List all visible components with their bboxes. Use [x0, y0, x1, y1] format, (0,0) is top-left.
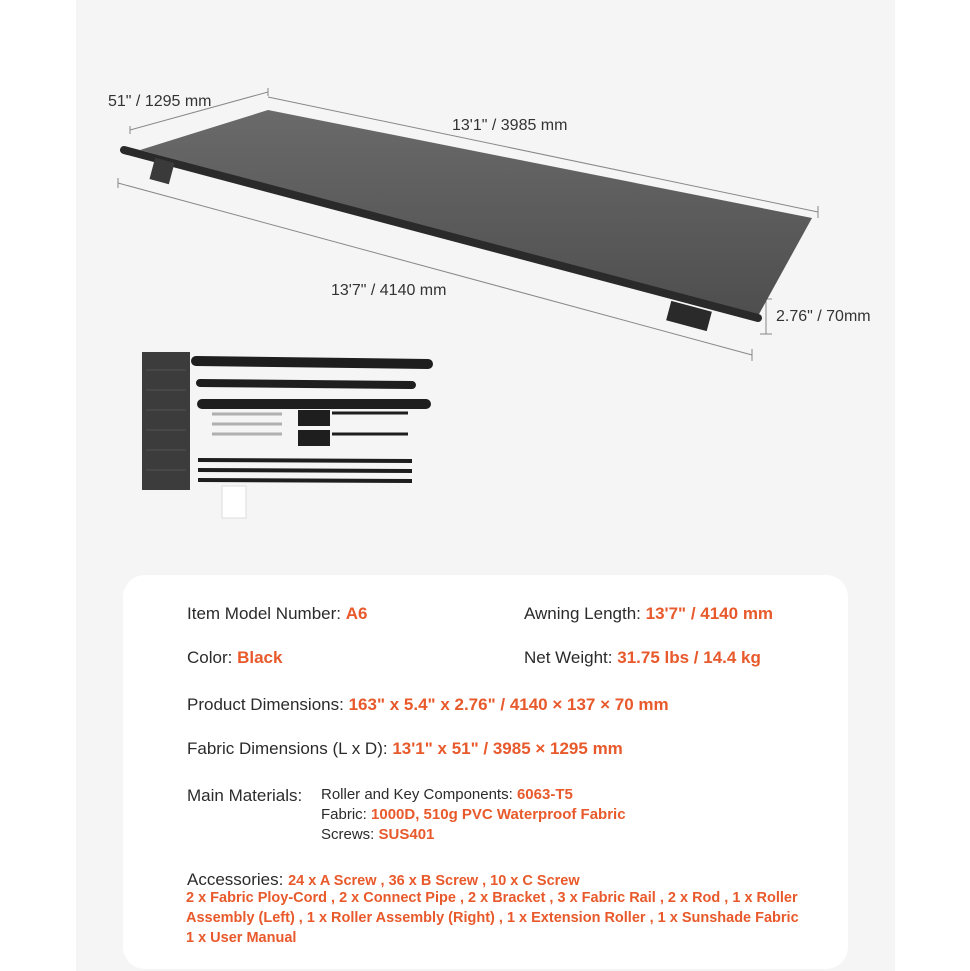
depth-dimension-label: 51" / 1295 mm [108, 93, 212, 110]
material-item-value: 6063-T5 [516, 786, 573, 803]
model-label: Item Model Number: [187, 604, 341, 623]
accessories-line: 2 x Fabric Ploy-Cord , 2 x Connect Pipe , 2 x Bracket , 3 x Fabric Rail , 2 x Rod , 1 x Roller [186, 890, 798, 906]
awning-length-row [524, 604, 773, 624]
parts-kit [142, 352, 428, 518]
fabric-dimensions-row [187, 739, 623, 759]
material-item-value: SUS401 [378, 826, 435, 843]
awning-length-value: 13'7" / 4140 mm [645, 604, 774, 623]
material-item-label: Screws: [321, 826, 375, 843]
awning-length-label: Awning Length: [524, 604, 641, 623]
fabric-length-dimension-label: 13'1" / 3985 mm [452, 117, 568, 134]
fabric-dimensions-value: 13'1" x 51" / 3985 × 1295 mm [392, 739, 623, 758]
overall-length-dimension-label: 13'7" / 4140 mm [331, 282, 447, 299]
material-item [321, 806, 626, 823]
accessories-line: 24 x A Screw , 36 x B Screw , 10 x C Screw [288, 873, 580, 889]
material-item [321, 826, 434, 843]
materials-label: Main Materials: [187, 786, 303, 805]
material-item-value: 1000D, 510g PVC Waterproof Fabric [371, 806, 626, 823]
accessories-line: Assembly (Left) , 1 x Roller Assembly (Right) , 1 x Extension Roller , 1 x Sunshade Fabric [186, 910, 799, 926]
material-item [321, 786, 573, 803]
net-weight-label: Net Weight: [524, 648, 613, 667]
model-value: A6 [345, 604, 368, 623]
product-dimensions-value: 163" x 5.4" x 2.76" / 4140 × 137 × 70 mm [348, 695, 669, 714]
accessories-row [187, 870, 580, 890]
net-weight-row [524, 648, 761, 668]
accessories-label: Accessories: [187, 870, 284, 889]
material-item-label: Roller and Key Components: [321, 786, 513, 803]
fabric-dimensions-label: Fabric Dimensions (L x D): [187, 739, 388, 758]
height-dimension-label: 2.76" / 70mm [776, 308, 871, 325]
net-weight-value: 31.75 lbs / 14.4 kg [617, 648, 761, 667]
model-row [187, 604, 367, 624]
accessories-line: 1 x User Manual [186, 930, 297, 946]
color-value: Black [237, 648, 283, 667]
material-item-label: Fabric: [321, 806, 367, 823]
product-dimensions-label: Product Dimensions: [187, 695, 344, 714]
color-label: Color: [187, 648, 233, 667]
color-row [187, 648, 282, 668]
product-dimensions-row [187, 695, 669, 715]
